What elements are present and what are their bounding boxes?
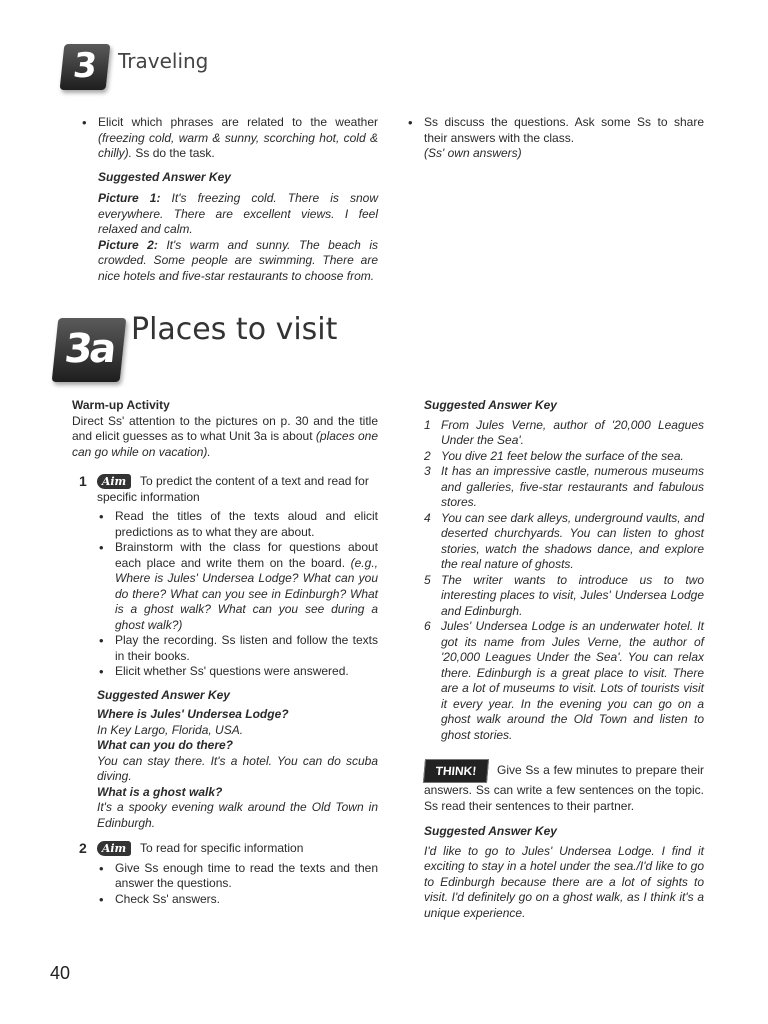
unit-number-badge	[60, 44, 111, 90]
list-item: • Brainstorm with the class for questions about each place and write them on the board. (e.g., Where is Jules' Undersea Lodge? What can you do there? What can you see in Edinburgh? What is a ghost walk? What can you see during a ghost walk?)	[97, 540, 378, 633]
exercise-2-number: 2	[79, 840, 87, 856]
answer-key-heading: Suggested Answer Key	[98, 169, 231, 184]
list-item: 2 You dive 21 feet below the surface of the sea.	[424, 448, 684, 463]
list-item: • Elicit whether Ss' questions were answered.	[97, 664, 378, 680]
top-right-column	[406, 115, 704, 162]
exercise-2-aim: 2 Aim To read for specific information	[79, 840, 304, 856]
picture2-answer: Picture 2: It's warm and sunny. The beach is crowded. Some people are swimming. There are nice hotels and five-star restaurants to choose from.	[98, 237, 378, 283]
unit-number: 3	[71, 46, 100, 87]
warmup-text: Direct Ss' attention to the pictures on p. 30 and the title and elicit guesses as to what Unit 3a is about (places one can go while on vacation).	[72, 413, 379, 459]
answer-key-heading: Suggested Answer Key	[424, 398, 557, 412]
list-item: • Give Ss enough time to read the texts and then answer the questions.	[97, 861, 378, 892]
list-item: 6 Jules' Undersea Lodge is an underwater hotel. It got its name from Jules Verne, the author of '20,000 Leagues Under the Sea'. You can relax there. Edinburgh is a great place to visit. There are a lot of museums to visit. Lots of tourists visit it every year. In the evening you can go on a ghost walk around the Old Town and listen to ghost stories.	[424, 619, 704, 742]
section-title: Places to visit	[131, 312, 338, 347]
exercise-1	[72, 474, 378, 831]
aim-icon: Aim	[97, 841, 131, 856]
exercise-1-number: 1	[79, 473, 87, 489]
aim-icon: Aim	[97, 474, 131, 489]
exercise-2	[72, 841, 378, 907]
list-item: 4 You can see dark alleys, underground vaults, and deserted churchyards. You can listen to ghost stories, watch the shadows dance, and explore the real nature of ghosts.	[424, 510, 704, 571]
warmup-heading: Warm-up Activity	[72, 398, 170, 412]
lower-left-column	[72, 398, 378, 907]
list-item: • Play the recording. Ss listen and follow the texts in their books.	[97, 633, 378, 664]
unit-title: Traveling	[118, 49, 209, 73]
list-item: • Check Ss' answers.	[97, 892, 378, 908]
top-left-column	[80, 115, 378, 284]
exercise-1-aim: 1 Aim To predict the content of a text and read for specific information	[79, 473, 369, 504]
answer-key-heading: Suggested Answer Key	[97, 687, 230, 702]
section-number: 3a	[62, 326, 116, 373]
weather-bullet: • Elicit which phrases are related to the weather (freezing cold, warm & sunny, scorching hot, cold & chilly). Ss do the task.	[80, 115, 378, 162]
lower-right-column	[424, 398, 704, 921]
section-number-badge	[52, 318, 127, 382]
discuss-bullet: • Ss discuss the questions. Ask some Ss to share their answers with the class. (Ss' own answers)	[406, 115, 704, 162]
think-icon: THINK!	[423, 759, 489, 783]
think-answer: I'd like to go to Jules' Undersea Lodge. I find it exciting to stay in a hotel under the sea./I'd like to go to Edinburgh because there are a lot of sights to visit. I'd definitely go on a ghost walk, as I think it's a unique experience.	[424, 843, 704, 920]
answer-list	[424, 418, 704, 744]
think-paragraph: THINK! Give Ss a few minutes to prepare their answers. Ss can write a few sentences on the topic. Ss read their sentences to their partner.	[424, 759, 704, 814]
ex1-answers: Where is Jules' Undersea Lodge? In Key Largo, Florida, USA. What can you do there? You can stay there. It's a hotel. You can do scuba diving. What is a ghost walk? It's a spooky evening walk around the Old Town in Edinburgh.	[97, 707, 378, 830]
list-item: 3 It has an impressive castle, numerous museums and galleries, five-star restaurants and fabulous stores.	[424, 464, 704, 509]
list-item: 1 From Jules Verne, author of '20,000 Leagues Under the Sea'.	[424, 417, 704, 447]
list-item: 5 The writer wants to introduce us to two interesting places to visit, Jules' Undersea Lodge and Edinburgh.	[424, 572, 704, 618]
page-number: 40	[50, 963, 71, 983]
picture1-answer: Picture 1: It's freezing cold. There is snow everywhere. There are excellent views. I feel relaxed and calm.	[98, 191, 379, 236]
list-item: • Read the titles of the texts aloud and elicit predictions as to what they are about.	[97, 509, 378, 540]
answer-key-heading: Suggested Answer Key	[424, 824, 557, 838]
